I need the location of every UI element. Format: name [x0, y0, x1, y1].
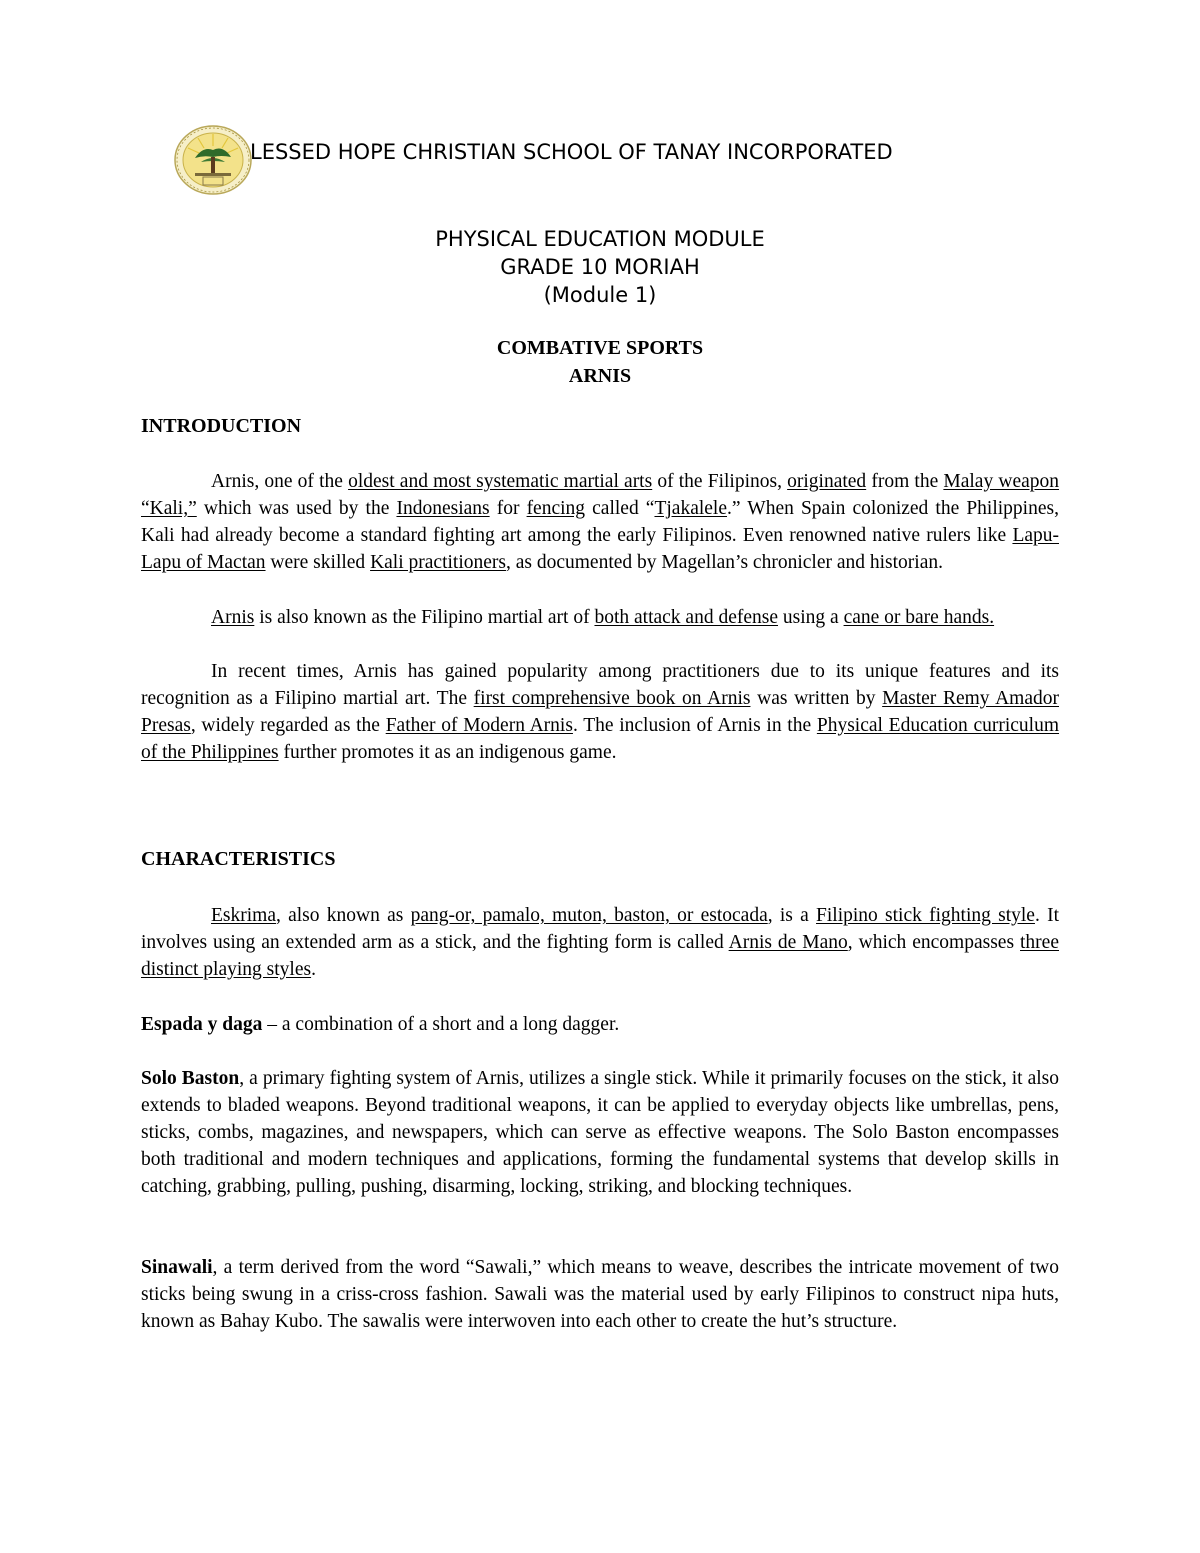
school-name: LESSED HOPE CHRISTIAN SCHOOL OF TANAY INCORPORATED	[250, 140, 893, 164]
module-number-line: (Module 1)	[543, 283, 657, 307]
school-seal-icon	[173, 124, 253, 196]
sinawali-paragraph: Sinawali, a term derived from the word “Sawali,” which means to weave, describes the intricate movement of two sticks being swung in a criss-cross fashion. Sawali was the material used by early Filipinos to construct nipa huts, known as Bahay Kubo. The sawalis were interwoven into each other to create the hut’s structure.	[141, 1257, 1059, 1332]
introduction-paragraph-3: In recent times, Arnis has gained popularity among practitioners due to its unique features and its recognition as a Filipino martial art. The first comprehensive book on Arnis was written by Master Remy Amador Presas, widely regarded as the Father of Modern Arnis. The inclusion of Arnis in the Physical Education curriculum of the Philippines further promotes it as an indigenous game.	[141, 661, 1060, 763]
espada-y-daga-paragraph: Espada y daga – a combination of a short and a long dagger.	[141, 1014, 620, 1035]
subject-category: COMBATIVE SPORTS	[496, 337, 704, 359]
introduction-paragraph-2: Arnis is also known as the Filipino martial art of both attack and defense using a cane or bare hands.	[211, 607, 995, 628]
solo-baston-paragraph: Solo Baston, a primary fighting system of Arnis, utilizes a single stick. While it primarily focuses on the stick, it also extends to bladed weapons. Beyond traditional weapons, it can be applied to everyday objects like umbrellas, pens, sticks, combs, magazines, and newspapers, which can serve as effective weapons. The Solo Baston encompasses both traditional and modern techniques and applications, forming the fundamental systems that develop skills in catching, grabbing, pulling, pushing, disarming, locking, striking, and blocking techniques.	[141, 1068, 1059, 1197]
characteristics-paragraph-1: Eskrima, also known as pang-or, pamalo, muton, baston, or estocada, is a Filipino stick fighting style. It involves using an extended arm as a stick, and the fighting form is called Arnis de Mano, which encompasses three distinct playing styles.	[141, 905, 1059, 980]
module-grade-line: GRADE 10 MORIAH	[500, 255, 700, 279]
introduction-paragraph-1: Arnis, one of the oldest and most systematic martial arts of the Filipinos, originated from the Malay weapon “Kali,” which was used by the Indonesians for fencing called “Tjakalele.” When Spain colonized the Philippines, Kali had already become a standard fighting art among the early Filipinos. Even renowned native rulers like Lapu-Lapu of Mactan were skilled Kali practitioners, as documented by Magellan’s chronicler and historian.	[141, 471, 1060, 573]
characteristics-heading: CHARACTERISTICS	[141, 848, 336, 870]
module-title-line: PHYSICAL EDUCATION MODULE	[435, 227, 765, 251]
subject-title	[0, 334, 1200, 390]
module-title	[0, 225, 1200, 309]
subject-name: ARNIS	[568, 365, 632, 387]
introduction-heading: INTRODUCTION	[141, 415, 302, 437]
